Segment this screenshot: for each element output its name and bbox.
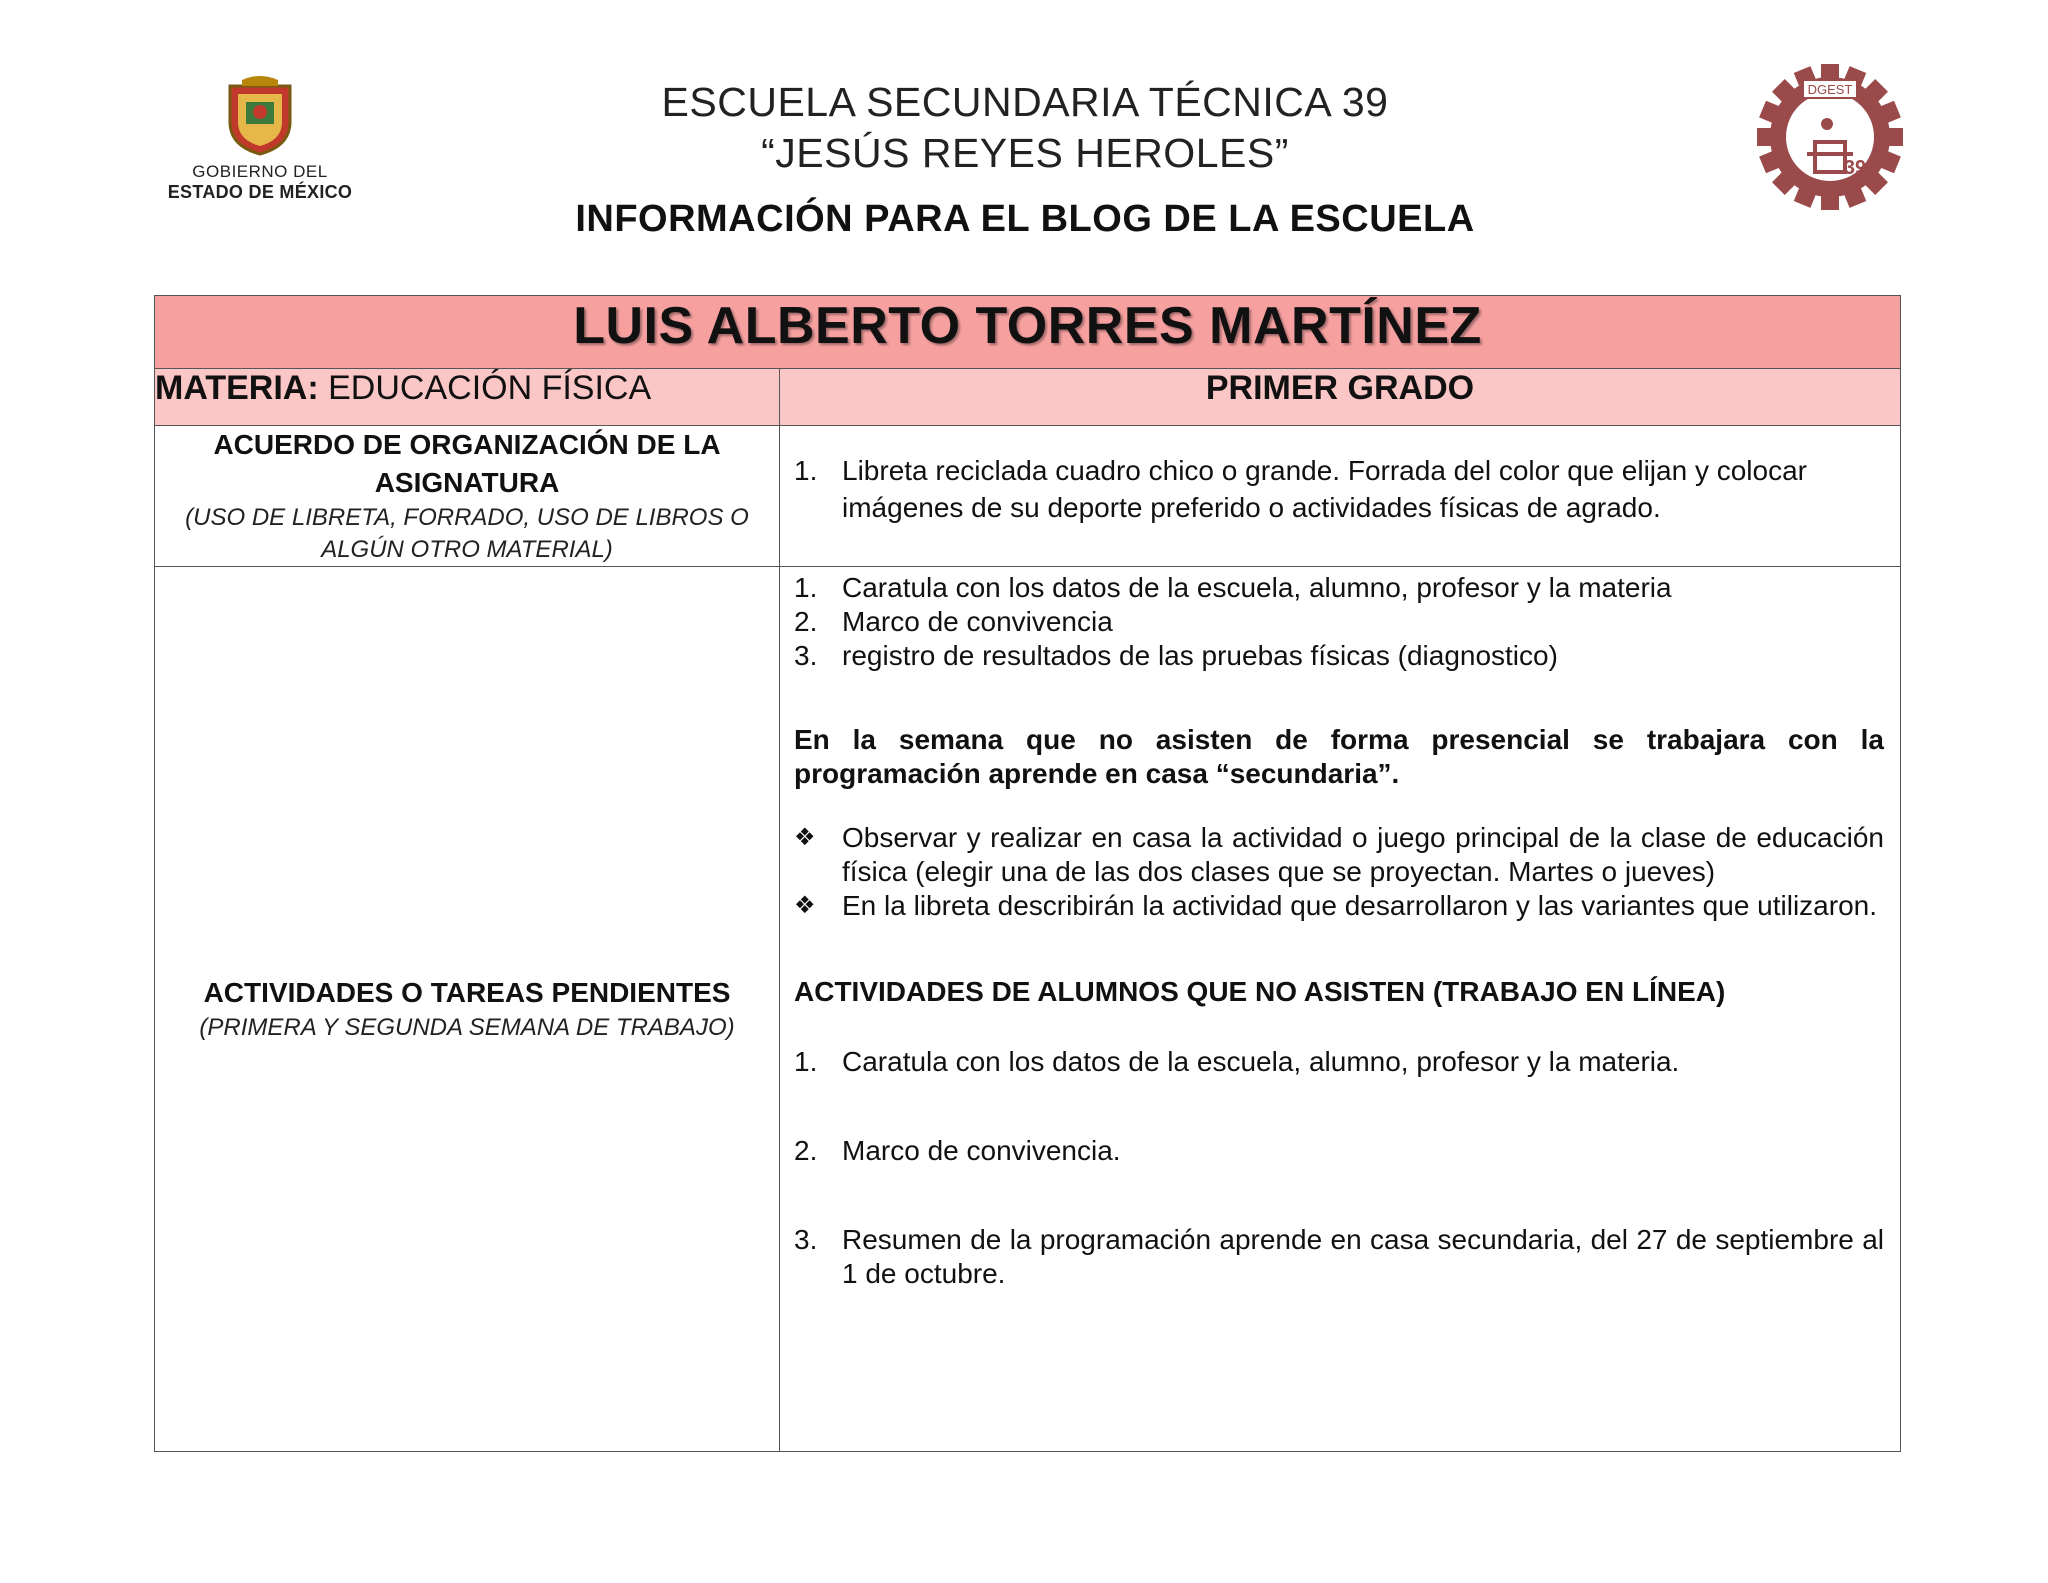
bullet-item: ❖ Observar y realizar en casa la actividad o juego principal de la clase de educación física (elegir una de las dos clases que se proyectan. Martes o jueves) [794,822,1884,887]
subject-label: MATERIA: [155,369,319,407]
list-item: 2. Marco de convivencia. [794,1135,1121,1166]
activities-label-cell [155,567,780,1452]
document-header [420,76,1630,241]
agreement-content-cell [780,426,1901,567]
subject-value: EDUCACIÓN FÍSICA [318,369,652,407]
activities-row [155,567,1901,1452]
list-item: 1. Libreta reciclada cuadro chico o grande. Forrada del color que elijan y colocar imágenes de su deporte preferido o actividades físicas de agrado. [794,455,1807,523]
presential-note: En la semana que no asisten de forma presencial se trabajara con la programación aprende en casa “secundaria”. [794,724,1884,789]
bullet-item: ❖ En la libreta describirán la actividad que desarrollaron y las variantes que utilizaron. [794,890,1878,921]
list-item: 3. registro de resultados de las pruebas físicas (diagnostico) [794,640,1558,671]
bullet-list [794,821,1884,923]
grade-value: PRIMER GRADO [1205,369,1475,407]
gear-seal-icon [1755,62,1905,212]
government-line-1: GOBIERNO DEL [192,162,328,181]
activities-content-cell [780,567,1901,1452]
school-motto: “JESÚS REYES HEROLES” [761,130,1289,176]
coat-of-arms-icon [220,72,300,156]
government-logo [150,72,370,203]
online-activities-title: ACTIVIDADES DE ALUMNOS QUE NO ASISTEN (TRABAJO EN LÍNEA) [794,976,1726,1007]
agreement-note: (USO DE LIBRETA, FORRADO, USO DE LIBROS O ALGÚN OTRO MATERIAL) [185,504,749,563]
info-table [154,295,1901,1452]
school-name: ESCUELA SECUNDARIA TÉCNICA 39 [661,79,1389,125]
list-item: 3. Resumen de la programación aprende en casa secundaria, del 27 de septiembre al 1 de octubre. [794,1224,1884,1289]
bullet-marker-icon: ❖ [794,892,816,919]
subject-cell [155,369,780,426]
agreement-list [794,452,1884,526]
activities-list [794,571,1884,673]
government-line-2: ESTADO DE MÉXICO [167,182,353,202]
school-logo-text-2: 39 [1843,157,1867,179]
teacher-row [155,296,1901,369]
activities-title: ACTIVIDADES O TAREAS PENDIENTES [203,977,731,1008]
agreement-title: ACUERDO DE ORGANIZACIÓN DE LA ASIGNATURA [213,429,721,498]
grade-cell [780,369,1901,426]
teacher-cell [155,296,1901,369]
bullet-marker-icon: ❖ [794,824,816,851]
list-item: 1. Caratula con los datos de la escuela, alumno, profesor y la materia [794,572,1672,603]
list-item: 1. Caratula con los datos de la escuela, alumno, profesor y la materia. [794,1046,1680,1077]
agreement-label-cell [155,426,780,567]
document-title: INFORMACIÓN PARA EL BLOG DE LA ESCUELA [575,198,1475,240]
agreement-row [155,426,1901,567]
activities-note: (PRIMERA Y SEGUNDA SEMANA DE TRABAJO) [199,1014,735,1041]
teacher-name: LUIS ALBERTO TORRES MARTÍNEZ [573,297,1482,355]
list-item: 2. Marco de convivencia [794,606,1113,637]
subject-row [155,369,1901,426]
school-logo [1755,62,1905,212]
online-activities-list [794,1045,1884,1291]
school-logo-text-1: DGEST [1807,82,1853,97]
